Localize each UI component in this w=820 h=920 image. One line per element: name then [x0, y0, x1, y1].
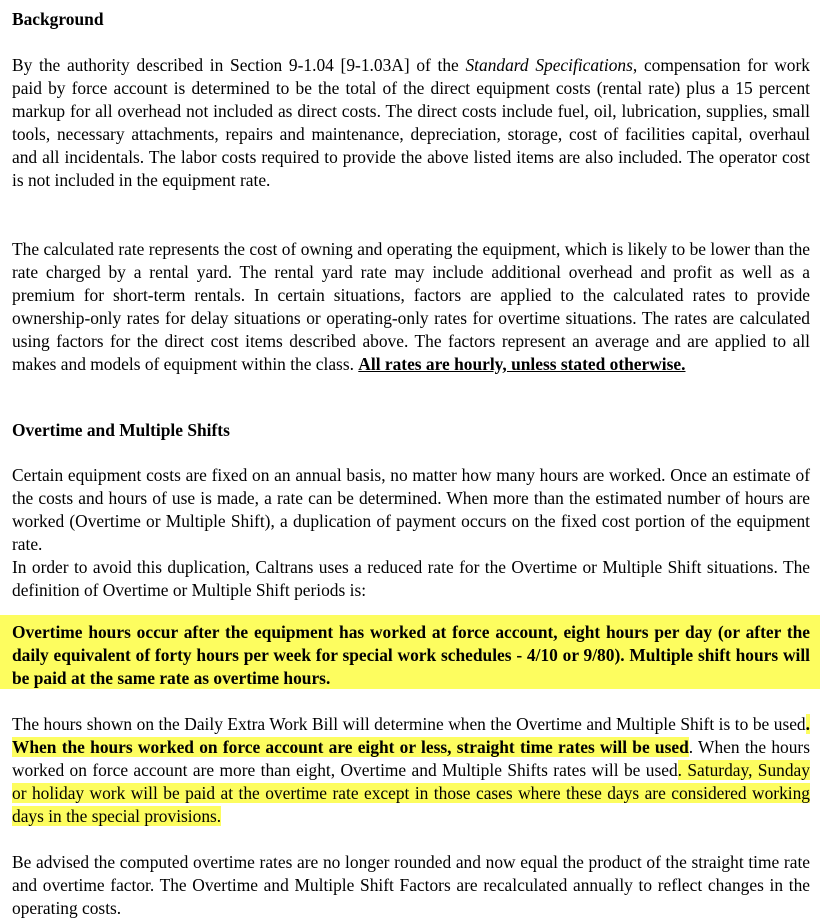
background-p1-text-b: , compensation for work paid by force account is determined to be the total of the direct equipment costs (rental rate) plus a 15 percent markup for all overhead not included as direct costs. The direct costs include fuel, oil, lubrication, supplies, small tools, necessary attachments, repairs and maintenance, depreciation, storage, cost of facilities capital, overhaul and all incidentals. The labor costs required to provide the above listed items are also included. The operator cost is not included in the equipment rate. — [12, 55, 810, 190]
background-p2-text-a: The calculated rate represents the cost of owning and operating the equipment, which is likely to be lower than the rate charged by a rental yard. The rental yard rate may include additional overhead and profit as well as a premium for short-term rentals. In certain situations, factors are applied to the calculated rates to provide ownership-only rates for delay situations or operating-only rates for overtime situations. The rates are calculated using factors for the direct cost items described above. The factors represent an average and are applied to all makes and models of equipment within the class. — [12, 239, 810, 374]
overtime-paragraph-2: In order to avoid this duplication, Caltrans uses a reduced rate for the Overtime or Multiple Shift situations. The definition of Overtime or Multiple Shift periods is: — [12, 557, 810, 600]
hourly-rates-notice: All rates are hourly, unless stated otherwise. — [358, 354, 686, 374]
background-paragraph-1 — [12, 54, 810, 192]
background-p1-text-a: By the authority described in Section 9-1.04 [9-1.03A] of the — [12, 55, 466, 75]
straight-time-rule-highlight: . When the hours worked on force account are eight or less, straight time rates will be used — [12, 714, 810, 757]
overtime-paragraph-4: Be advised the computed overtime rates are no longer rounded and now equal the product of the straight time rate and overtime factor. The Overtime and Multiple Shift Factors are recalculated annually to reflect changes in the operating costs. — [12, 852, 810, 918]
overtime-p3-text-b: . When the hours worked on force account are more than eight, Overtime and Multiple Shifts rates will be used — [12, 737, 810, 780]
weekend-holiday-rule-highlight: . Saturday, Sunday or holiday work will be paid at the overtime rate except in those cases where these days are considered working days in the special provisions. — [12, 760, 810, 826]
overtime-definition-text: Overtime hours occur after the equipment has worked at force account, eight hours per day (or after the daily equivalent of forty hours per week for special work schedules - 4/10 or 9/80). Multiple shift hours will be paid at the same rate as overtime hours. — [12, 622, 810, 688]
background-paragraph-2 — [12, 238, 810, 376]
standard-specifications-title: Standard Specifications — [465, 55, 633, 75]
overtime-p3-text-a: The hours shown on the Daily Extra Work Bill will determine when the Overtime and Multiple Shift is to be used — [12, 714, 806, 734]
overtime-paragraph-1: Certain equipment costs are fixed on an annual basis, no matter how many hours are worked. Once an estimate of the costs and hours of use is made, a rate can be determined. When more than the estimated number of hours are worked (Overtime or Multiple Shift), a duplication of payment occurs on the fixed cost portion of the equipment rate. — [12, 465, 810, 554]
heading-overtime: Overtime and Multiple Shifts — [12, 420, 230, 440]
heading-background: Background — [12, 9, 104, 29]
overtime-paragraph-3 — [12, 713, 810, 828]
